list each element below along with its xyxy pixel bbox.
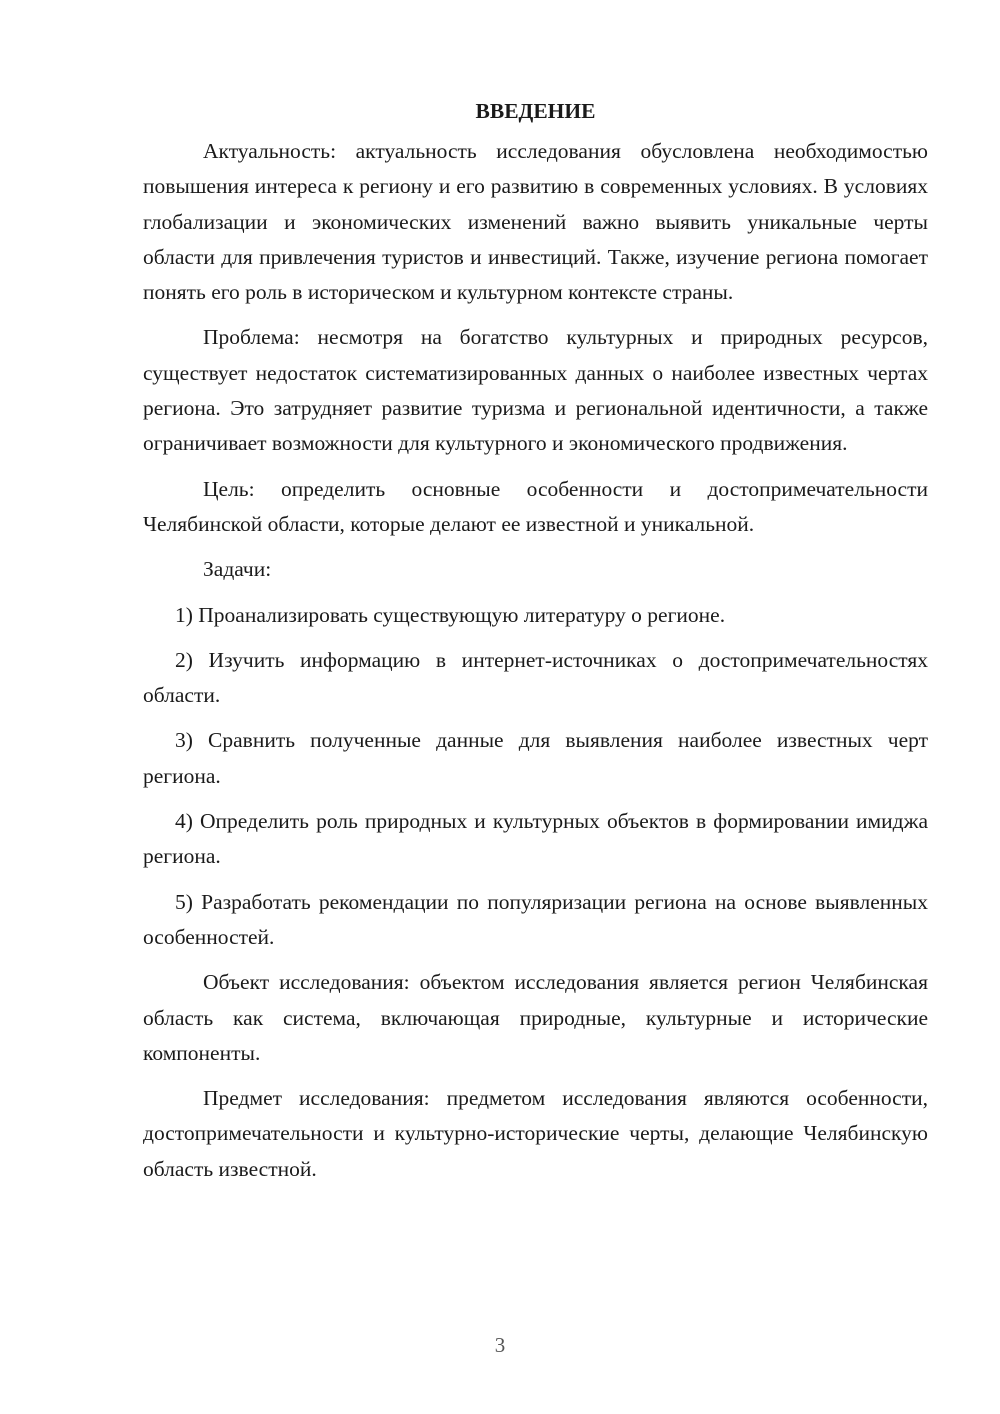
- task-item-2: 2) Изучить информацию в интернет-источниках о достопримечательностях области.: [143, 647, 928, 708]
- paragraph-relevance: Актуальность: актуальность исследования обусловлена необходимостью повышения интереса к региону и его развитию в современных условиях. В условиях глобализации и экономических изменений важно выявить уникальные черты области для привлечения туристов и инвестиций. Также, изучение региона помогает понять его роль в историческом и культурном контексте страны.: [143, 139, 928, 305]
- task-item-1: 1) Проанализировать существующую литературу о регионе.: [175, 602, 726, 627]
- section-title: ВВЕДЕНИЕ: [475, 99, 596, 123]
- document-body: [143, 96, 928, 1187]
- task-item-5: 5) Разработать рекомендации по популяризации региона на основе выявленных особенностей.: [143, 889, 928, 949]
- task-item-4: 4) Определить роль природных и культурных объектов в формировании имиджа региона.: [143, 809, 928, 869]
- paragraph-object: Объект исследования: объектом исследования является регион Челябинская область как система, включающая природные, культурные и исторические компоненты.: [143, 970, 928, 1065]
- paragraph-tasks-heading: Задачи:: [203, 557, 272, 582]
- paragraph-problem: Проблема: несмотря на богатство культурных и природных ресурсов, существует недостаток систематизированных данных о наиболее известных чертах региона. Это затрудняет развитие туризма и региональной идентичности, а также ограничивает возможности для культурного и экономического продвижения.: [143, 325, 928, 456]
- paragraph-subject: Предмет исследования: предметом исследования являются особенности, достопримечательности и культурно-исторические черты, делающие Челябинскую область известной.: [143, 1086, 928, 1181]
- task-item-3: 3) Сравнить полученные данные для выявления наиболее известных черт региона.: [143, 728, 928, 788]
- paragraph-goal: Цель: определить основные особенности и достопримечательности Челябинской области, которые делают ее известной и уникальной.: [143, 476, 928, 536]
- page-number: 3: [494, 1333, 506, 1357]
